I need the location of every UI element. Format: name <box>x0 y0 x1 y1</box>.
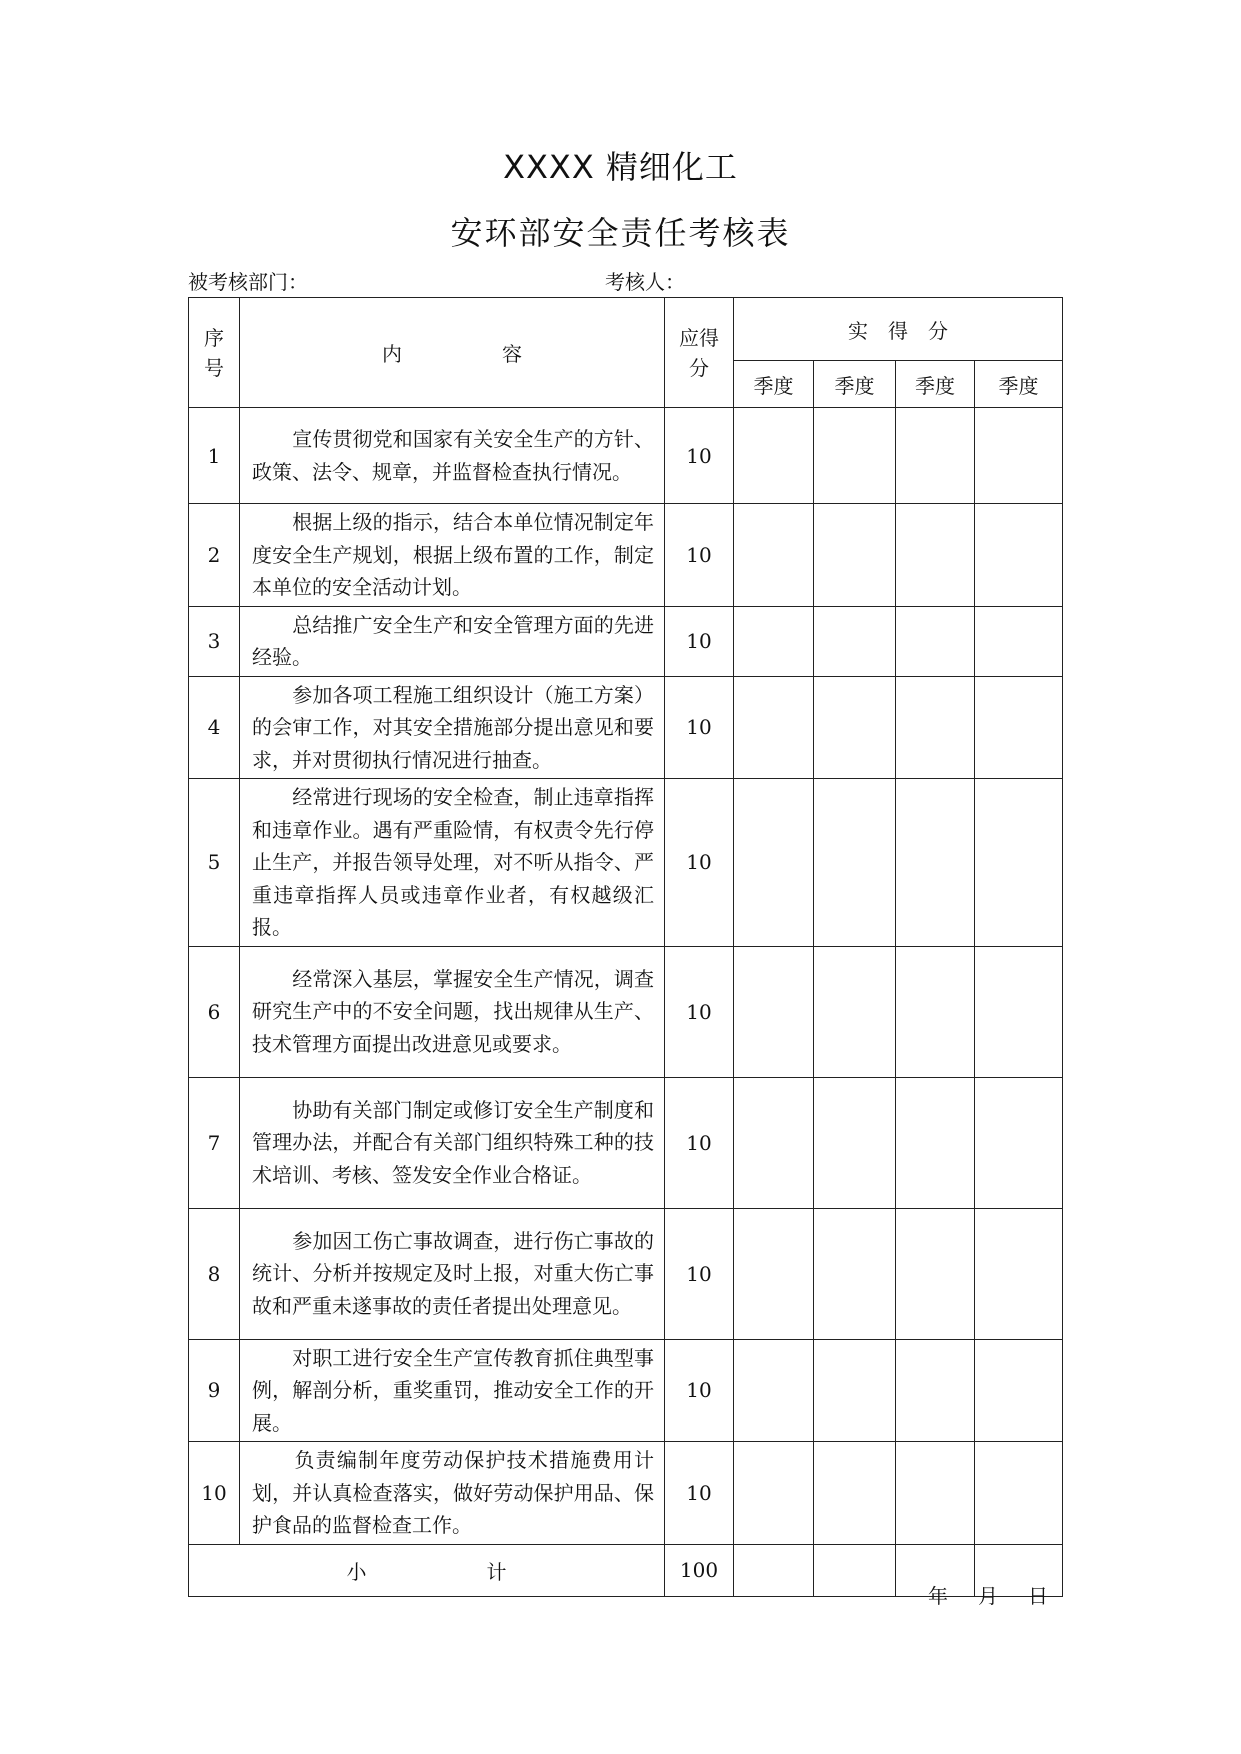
company-name: XXXX 精细化工 <box>503 148 738 186</box>
date-year-label: 年 <box>928 1584 948 1608</box>
quarter-header-3: 季度 <box>896 361 975 408</box>
q1-subtotal-cell[interactable] <box>734 1544 814 1596</box>
quarter-header-2: 季度 <box>814 361 896 408</box>
row-content: 负责编制年度劳动保护技术措施费用计划，并认真检查落实，做好劳动保护用品、保护食品的监督检查工作。 <box>240 1442 665 1545</box>
quarter-header-1: 季度 <box>734 361 814 408</box>
row-number: 6 <box>189 946 240 1077</box>
content-header: 内 容 <box>240 298 665 408</box>
q3-score-cell[interactable] <box>896 1339 975 1442</box>
subtotal-label: 小 计 <box>189 1544 665 1596</box>
row-score: 10 <box>665 1442 734 1545</box>
score-header-line2: 分 <box>689 355 709 380</box>
header-row-1 <box>189 298 1063 361</box>
q4-score-cell[interactable] <box>975 408 1063 504</box>
q3-score-cell[interactable] <box>896 946 975 1077</box>
row-content: 根据上级的指示，结合本单位情况制定年度安全生产规划，根据上级布置的工作，制定本单位的安全活动计划。 <box>240 504 665 607</box>
q2-score-cell[interactable] <box>814 779 896 947</box>
row-score: 10 <box>665 504 734 607</box>
q1-score-cell[interactable] <box>734 1339 814 1442</box>
table-row <box>189 1339 1063 1442</box>
row-score: 10 <box>665 606 734 676</box>
row-content: 协助有关部门制定或修订安全生产制度和管理办法，并配合有关部门组织特殊工种的技术培训、考核、签发安全作业合格证。 <box>240 1077 665 1208</box>
row-score: 10 <box>665 1208 734 1339</box>
score-header-line1: 应得 <box>679 325 719 350</box>
seq-header-line1: 序 <box>204 325 224 350</box>
q2-score-cell[interactable] <box>814 676 896 779</box>
actual-score-header: 实 得 分 <box>734 298 1063 361</box>
table-row <box>189 779 1063 947</box>
assessment-table <box>188 297 1063 1597</box>
row-number: 3 <box>189 606 240 676</box>
q4-score-cell[interactable] <box>975 779 1063 947</box>
row-number: 1 <box>189 408 240 504</box>
q1-score-cell[interactable] <box>734 779 814 947</box>
q4-score-cell[interactable] <box>975 1208 1063 1339</box>
assessed-department-label: 被考核部门： <box>188 270 308 294</box>
quarter-header-4: 季度 <box>975 361 1063 408</box>
q1-score-cell[interactable] <box>734 408 814 504</box>
q2-score-cell[interactable] <box>814 1077 896 1208</box>
q4-score-cell[interactable] <box>975 676 1063 779</box>
q3-score-cell[interactable] <box>896 606 975 676</box>
q3-score-cell[interactable] <box>896 1208 975 1339</box>
assessor-label: 考核人： <box>605 270 685 294</box>
q4-score-cell[interactable] <box>975 1442 1063 1545</box>
q3-score-cell[interactable] <box>896 676 975 779</box>
row-score: 10 <box>665 676 734 779</box>
subtotal-score: 100 <box>665 1544 734 1596</box>
q1-score-cell[interactable] <box>734 504 814 607</box>
q1-score-cell[interactable] <box>734 946 814 1077</box>
q3-score-cell[interactable] <box>896 1442 975 1545</box>
q2-score-cell[interactable] <box>814 946 896 1077</box>
q4-score-cell[interactable] <box>975 946 1063 1077</box>
q3-score-cell[interactable] <box>896 779 975 947</box>
table-row <box>189 946 1063 1077</box>
table-row <box>189 408 1063 504</box>
q1-score-cell[interactable] <box>734 606 814 676</box>
date-month-label: 月 <box>978 1584 998 1608</box>
table-row <box>189 1208 1063 1339</box>
table-row <box>189 1077 1063 1208</box>
row-number: 10 <box>189 1442 240 1545</box>
q2-subtotal-cell[interactable] <box>814 1544 896 1596</box>
row-score: 10 <box>665 408 734 504</box>
row-content: 经常进行现场的安全检查，制止违章指挥和违章作业。遇有严重险情，有权责令先行停止生产，并报告领导处理，对不听从指令、严重违章指挥人员或违章作业者，有权越级汇报。 <box>240 779 665 947</box>
q4-score-cell[interactable] <box>975 1077 1063 1208</box>
q1-score-cell[interactable] <box>734 1208 814 1339</box>
row-score: 10 <box>665 946 734 1077</box>
date-line <box>928 1580 1048 1609</box>
row-number: 8 <box>189 1208 240 1339</box>
row-content: 参加各项工程施工组织设计（施工方案）的会审工作，对其安全措施部分提出意见和要求，并对贯彻执行情况进行抽查。 <box>240 676 665 779</box>
q2-score-cell[interactable] <box>814 504 896 607</box>
row-number: 7 <box>189 1077 240 1208</box>
q1-score-cell[interactable] <box>734 676 814 779</box>
row-score: 10 <box>665 779 734 947</box>
q4-score-cell[interactable] <box>975 1339 1063 1442</box>
row-content: 对职工进行安全生产宣传教育抓住典型事例，解剖分析，重奖重罚，推动安全工作的开展。 <box>240 1339 665 1442</box>
row-number: 2 <box>189 504 240 607</box>
score-header <box>665 298 734 408</box>
date-day-label: 日 <box>1028 1584 1048 1608</box>
table-row <box>189 606 1063 676</box>
seq-header-line2: 号 <box>204 355 224 380</box>
row-number: 5 <box>189 779 240 947</box>
q2-score-cell[interactable] <box>814 1339 896 1442</box>
table-row <box>189 504 1063 607</box>
row-content: 参加因工伤亡事故调查，进行伤亡事故的统计、分析并按规定及时上报，对重大伤亡事故和严重未遂事故的责任者提出处理意见。 <box>240 1208 665 1339</box>
seq-header <box>189 298 240 408</box>
table-row <box>189 676 1063 779</box>
q3-score-cell[interactable] <box>896 504 975 607</box>
q2-score-cell[interactable] <box>814 1442 896 1545</box>
form-title: 安环部安全责任考核表 <box>450 214 791 252</box>
q3-score-cell[interactable] <box>896 1077 975 1208</box>
row-content: 经常深入基层，掌握安全生产情况，调查研究生产中的不安全问题，找出规律从生产、技术管理方面提出改进意见或要求。 <box>240 946 665 1077</box>
row-content: 总结推广安全生产和安全管理方面的先进经验。 <box>240 606 665 676</box>
q1-score-cell[interactable] <box>734 1077 814 1208</box>
row-number: 9 <box>189 1339 240 1442</box>
q2-score-cell[interactable] <box>814 408 896 504</box>
row-score: 10 <box>665 1077 734 1208</box>
q4-score-cell[interactable] <box>975 504 1063 607</box>
q4-score-cell[interactable] <box>975 606 1063 676</box>
row-content: 宣传贯彻党和国家有关安全生产的方针、政策、法令、规章，并监督检查执行情况。 <box>240 408 665 504</box>
table-row <box>189 1442 1063 1545</box>
row-number: 4 <box>189 676 240 779</box>
q1-score-cell[interactable] <box>734 1442 814 1545</box>
q2-score-cell[interactable] <box>814 1208 896 1339</box>
row-score: 10 <box>665 1339 734 1442</box>
q2-score-cell[interactable] <box>814 606 896 676</box>
q3-score-cell[interactable] <box>896 408 975 504</box>
